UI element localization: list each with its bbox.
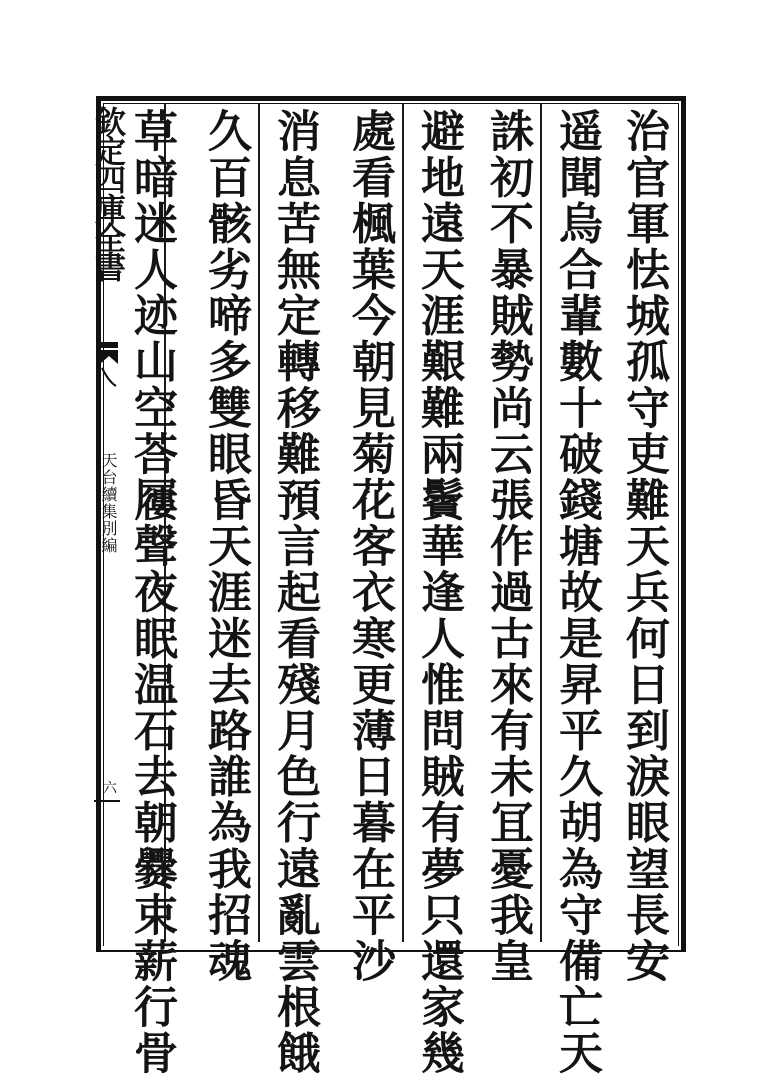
banxin-subtitle: 天台續集別編 xyxy=(99,452,118,554)
text-column-5: 處看楓葉今朝見菊花客衣寒更薄日暮在平沙 xyxy=(344,108,395,984)
text-column-8: 草暗迷人迹山空荅屨聲夜眠温石去朝爨束薪行骨 xyxy=(126,108,177,1076)
banxin-title: 欽定四庫全書 xyxy=(89,106,125,280)
column-divider xyxy=(258,104,260,942)
text-column-7: 久百骸劣啼多雙眼昏天涯迷去路誰為我招魂 xyxy=(200,108,251,984)
text-column-4: 避地遠天涯艱難兩鬢華逢人惟問賊有夢只還家幾 xyxy=(413,108,464,1076)
column-divider xyxy=(402,104,404,942)
folio-rule xyxy=(94,800,120,802)
text-column-1: 治官軍怯城孤守吏難天兵何日到淚眼望長安 xyxy=(618,108,669,984)
text-column-3: 誅初不暴賊勢尚云張作過古來有未冝憂我皇 xyxy=(482,108,533,984)
folio-number: 六 xyxy=(101,780,117,794)
column-divider xyxy=(540,104,542,942)
fish-tail-mark-icon xyxy=(100,342,118,388)
text-column-2: 遥聞烏合輩數十破錢塘故是昇平久胡為守備亡天 xyxy=(551,108,602,1076)
text-column-6: 消息苦無定轉移難預言起看殘月色行遠亂雲根餓 xyxy=(269,108,320,1076)
